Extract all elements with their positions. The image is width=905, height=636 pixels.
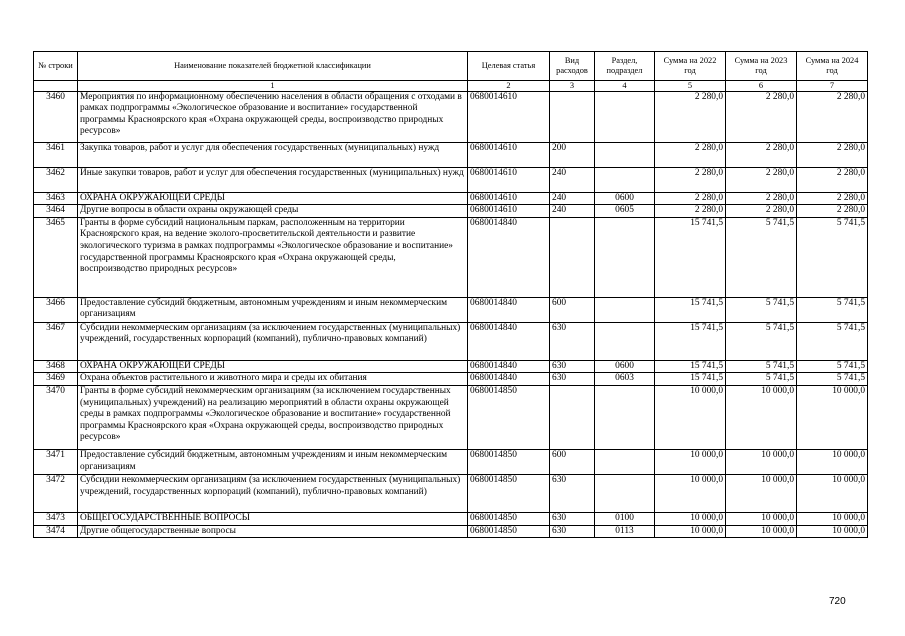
column-number-row xyxy=(34,81,868,92)
sum-2022-cell: 15 741,5 xyxy=(655,322,726,360)
sum-2024-cell: 10 000,0 xyxy=(797,512,868,525)
indicator-name-cell: Субсидии некоммерческим организациям (за исключением государственных (муниципальных) учреждений, государственных корпораций (компаний), публично-правовых компаний) xyxy=(78,474,468,512)
row-number-cell: 3474 xyxy=(34,525,78,538)
sum-2024-cell: 10 000,0 xyxy=(797,525,868,538)
indicator-name-cell: Охрана объектов растительного и животного мира и среды их обитания xyxy=(78,373,468,386)
row-number-cell: 3467 xyxy=(34,322,78,360)
sum-2024-cell: 5 741,5 xyxy=(797,373,868,386)
target-article-cell: 0680014850 xyxy=(468,385,550,449)
sum-2023-cell: 2 280,0 xyxy=(726,91,797,142)
section-cell xyxy=(595,142,655,167)
indicator-name-cell: ОХРАНА ОКРУЖАЮЩЕЙ СРЕДЫ xyxy=(78,192,468,205)
section-cell xyxy=(595,449,655,474)
table-row xyxy=(34,217,868,297)
sum-2024-cell: 10 000,0 xyxy=(797,474,868,512)
indicator-name-cell: Гранты в форме субсидий некоммерческим организациям (за исключением государственных (муниципальных) учреждений) на реализацию мероприятий в области охраны окружающей среды в рамках подпрограммы «Экологическое образование и воспитание» государственной программы Красноярского края «Охрана окружающей среды, воспроизводство природных ресурсов» xyxy=(78,385,468,449)
sum-2023-cell: 5 741,5 xyxy=(726,373,797,386)
sum-2022-cell: 15 741,5 xyxy=(655,373,726,386)
row-number-cell: 3460 xyxy=(34,91,78,142)
row-number-cell: 3464 xyxy=(34,205,78,218)
indicator-name-cell: Другие вопросы в области охраны окружающей среды xyxy=(78,205,468,218)
target-article-cell: 0680014850 xyxy=(468,512,550,525)
target-article-cell: 0680014610 xyxy=(468,91,550,142)
row-number-cell: 3461 xyxy=(34,142,78,167)
target-article-cell: 0680014610 xyxy=(468,167,550,192)
section-cell xyxy=(595,385,655,449)
sum-2023-cell: 5 741,5 xyxy=(726,360,797,373)
target-article-cell: 0680014840 xyxy=(468,217,550,297)
sum-2023-cell: 10 000,0 xyxy=(726,449,797,474)
target-article-cell: 0680014610 xyxy=(468,192,550,205)
column-number: 2 xyxy=(468,81,550,92)
sum-2022-cell: 15 741,5 xyxy=(655,217,726,297)
indicator-name-cell: Закупка товаров, работ и услуг для обеспечения государственных (муниципальных) нужд xyxy=(78,142,468,167)
sum-2024-cell: 2 280,0 xyxy=(797,167,868,192)
row-number-cell: 3469 xyxy=(34,373,78,386)
header-sum-2024: Сумма на 2024 год xyxy=(797,52,868,81)
table-row xyxy=(34,474,868,512)
column-number: 5 xyxy=(655,81,726,92)
sum-2024-cell: 2 280,0 xyxy=(797,142,868,167)
sum-2024-cell: 5 741,5 xyxy=(797,217,868,297)
sum-2024-cell: 2 280,0 xyxy=(797,192,868,205)
page-number: 720 xyxy=(829,596,846,607)
column-number: 4 xyxy=(595,81,655,92)
section-cell: 0600 xyxy=(595,360,655,373)
expense-type-cell xyxy=(550,217,595,297)
sum-2023-cell: 10 000,0 xyxy=(726,525,797,538)
sum-2023-cell: 2 280,0 xyxy=(726,205,797,218)
section-cell xyxy=(595,217,655,297)
table-row xyxy=(34,192,868,205)
indicator-name-cell: ОБЩЕГОСУДАРСТВЕННЫЕ ВОПРОСЫ xyxy=(78,512,468,525)
column-number: 1 xyxy=(78,81,468,92)
row-number-cell: 3470 xyxy=(34,385,78,449)
header-razdel: Раздел, подраздел xyxy=(595,52,655,81)
column-number xyxy=(34,81,78,92)
row-number-cell: 3463 xyxy=(34,192,78,205)
header-target: Целевая статья xyxy=(468,52,550,81)
header-sum-2023: Сумма на 2023 год xyxy=(726,52,797,81)
row-number-cell: 3468 xyxy=(34,360,78,373)
target-article-cell: 0680014850 xyxy=(468,525,550,538)
indicator-name-cell: Другие общегосударственные вопросы xyxy=(78,525,468,538)
indicator-name-cell: Предоставление субсидий бюджетным, автономным учреждениям и иным некоммерческим организациям xyxy=(78,449,468,474)
sum-2022-cell: 2 280,0 xyxy=(655,142,726,167)
table-row xyxy=(34,360,868,373)
table-row xyxy=(34,142,868,167)
table-row xyxy=(34,322,868,360)
sum-2023-cell: 10 000,0 xyxy=(726,474,797,512)
sum-2023-cell: 5 741,5 xyxy=(726,217,797,297)
header-row-no: № строки xyxy=(34,52,78,81)
row-number-cell: 3472 xyxy=(34,474,78,512)
column-number: 3 xyxy=(550,81,595,92)
sum-2022-cell: 15 741,5 xyxy=(655,297,726,322)
sum-2022-cell: 2 280,0 xyxy=(655,205,726,218)
target-article-cell: 0680014850 xyxy=(468,449,550,474)
table-row xyxy=(34,512,868,525)
sum-2024-cell: 5 741,5 xyxy=(797,322,868,360)
column-number: 6 xyxy=(726,81,797,92)
section-cell: 0603 xyxy=(595,373,655,386)
sum-2023-cell: 2 280,0 xyxy=(726,142,797,167)
expense-type-cell: 240 xyxy=(550,205,595,218)
section-cell: 0113 xyxy=(595,525,655,538)
sum-2022-cell: 10 000,0 xyxy=(655,525,726,538)
column-number: 7 xyxy=(797,81,868,92)
section-cell xyxy=(595,167,655,192)
row-number-cell: 3465 xyxy=(34,217,78,297)
expense-type-cell: 630 xyxy=(550,512,595,525)
target-article-cell: 0680014840 xyxy=(468,297,550,322)
section-cell xyxy=(595,474,655,512)
row-number-cell: 3462 xyxy=(34,167,78,192)
sum-2023-cell: 10 000,0 xyxy=(726,385,797,449)
header-row xyxy=(34,52,868,81)
sum-2024-cell: 10 000,0 xyxy=(797,449,868,474)
table-row xyxy=(34,449,868,474)
row-number-cell: 3471 xyxy=(34,449,78,474)
table-row xyxy=(34,385,868,449)
sum-2024-cell: 5 741,5 xyxy=(797,360,868,373)
expense-type-cell: 600 xyxy=(550,297,595,322)
indicator-name-cell: ОХРАНА ОКРУЖАЮЩЕЙ СРЕДЫ xyxy=(78,360,468,373)
table-row xyxy=(34,91,868,142)
sum-2022-cell: 10 000,0 xyxy=(655,385,726,449)
table-row xyxy=(34,373,868,386)
sum-2022-cell: 15 741,5 xyxy=(655,360,726,373)
indicator-name-cell: Иные закупки товаров, работ и услуг для обеспечения государственных (муниципальных) нужд xyxy=(78,167,468,192)
target-article-cell: 0680014850 xyxy=(468,474,550,512)
table-row xyxy=(34,167,868,192)
sum-2023-cell: 2 280,0 xyxy=(726,167,797,192)
sum-2023-cell: 5 741,5 xyxy=(726,322,797,360)
indicator-name-cell: Предоставление субсидий бюджетным, автономным учреждениям и иным некоммерческим организациям xyxy=(78,297,468,322)
target-article-cell: 0680014840 xyxy=(468,322,550,360)
expense-type-cell: 600 xyxy=(550,449,595,474)
indicator-name-cell: Мероприятия по информационному обеспечению населения в области обращения с отходами в рамках подпрограммы «Экологическое образование и воспитание» государственной программы Красноярского края «Охрана окружающей среды, воспроизводство природных ресурсов» xyxy=(78,91,468,142)
sum-2023-cell: 2 280,0 xyxy=(726,192,797,205)
section-cell: 0100 xyxy=(595,512,655,525)
sum-2022-cell: 10 000,0 xyxy=(655,474,726,512)
sum-2023-cell: 5 741,5 xyxy=(726,297,797,322)
target-article-cell: 0680014840 xyxy=(468,360,550,373)
expense-type-cell: 630 xyxy=(550,360,595,373)
sum-2024-cell: 2 280,0 xyxy=(797,91,868,142)
sum-2024-cell: 2 280,0 xyxy=(797,205,868,218)
sum-2022-cell: 10 000,0 xyxy=(655,512,726,525)
target-article-cell: 0680014840 xyxy=(468,373,550,386)
sum-2022-cell: 10 000,0 xyxy=(655,449,726,474)
section-cell: 0605 xyxy=(595,205,655,218)
expense-type-cell xyxy=(550,385,595,449)
row-number-cell: 3473 xyxy=(34,512,78,525)
table-row xyxy=(34,525,868,538)
sum-2022-cell: 2 280,0 xyxy=(655,91,726,142)
section-cell: 0600 xyxy=(595,192,655,205)
expense-type-cell: 240 xyxy=(550,167,595,192)
sum-2022-cell: 2 280,0 xyxy=(655,192,726,205)
expense-type-cell: 240 xyxy=(550,192,595,205)
indicator-name-cell: Гранты в форме субсидий национальным паркам, расположенным на территории Красноярского края, на ведение эколого-просветительской деятельности и развитие экологического туризма в рамках подпрограммы «Экологическое образование и воспитание» государственной программы Красноярского края «Охрана окружающей среды, воспроизводство природных ресурсов» xyxy=(78,217,468,297)
header-sum-2022: Сумма на 2022 год xyxy=(655,52,726,81)
expense-type-cell: 630 xyxy=(550,322,595,360)
indicator-name-cell: Субсидии некоммерческим организациям (за исключением государственных (муниципальных) учреждений, государственных корпораций (компаний), публично-правовых компаний) xyxy=(78,322,468,360)
header-vid: Вид расходов xyxy=(550,52,595,81)
sum-2022-cell: 2 280,0 xyxy=(655,167,726,192)
section-cell xyxy=(595,91,655,142)
sum-2023-cell: 10 000,0 xyxy=(726,512,797,525)
target-article-cell: 0680014610 xyxy=(468,205,550,218)
expense-type-cell: 200 xyxy=(550,142,595,167)
expense-type-cell: 630 xyxy=(550,525,595,538)
sum-2024-cell: 10 000,0 xyxy=(797,385,868,449)
expense-type-cell: 630 xyxy=(550,474,595,512)
header-name: Наименование показателей бюджетной классификации xyxy=(78,52,468,81)
table-row xyxy=(34,205,868,218)
table-row xyxy=(34,297,868,322)
row-number-cell: 3466 xyxy=(34,297,78,322)
sum-2024-cell: 5 741,5 xyxy=(797,297,868,322)
target-article-cell: 0680014610 xyxy=(468,142,550,167)
budget-table xyxy=(33,51,868,538)
section-cell xyxy=(595,322,655,360)
expense-type-cell xyxy=(550,91,595,142)
expense-type-cell: 630 xyxy=(550,373,595,386)
section-cell xyxy=(595,297,655,322)
